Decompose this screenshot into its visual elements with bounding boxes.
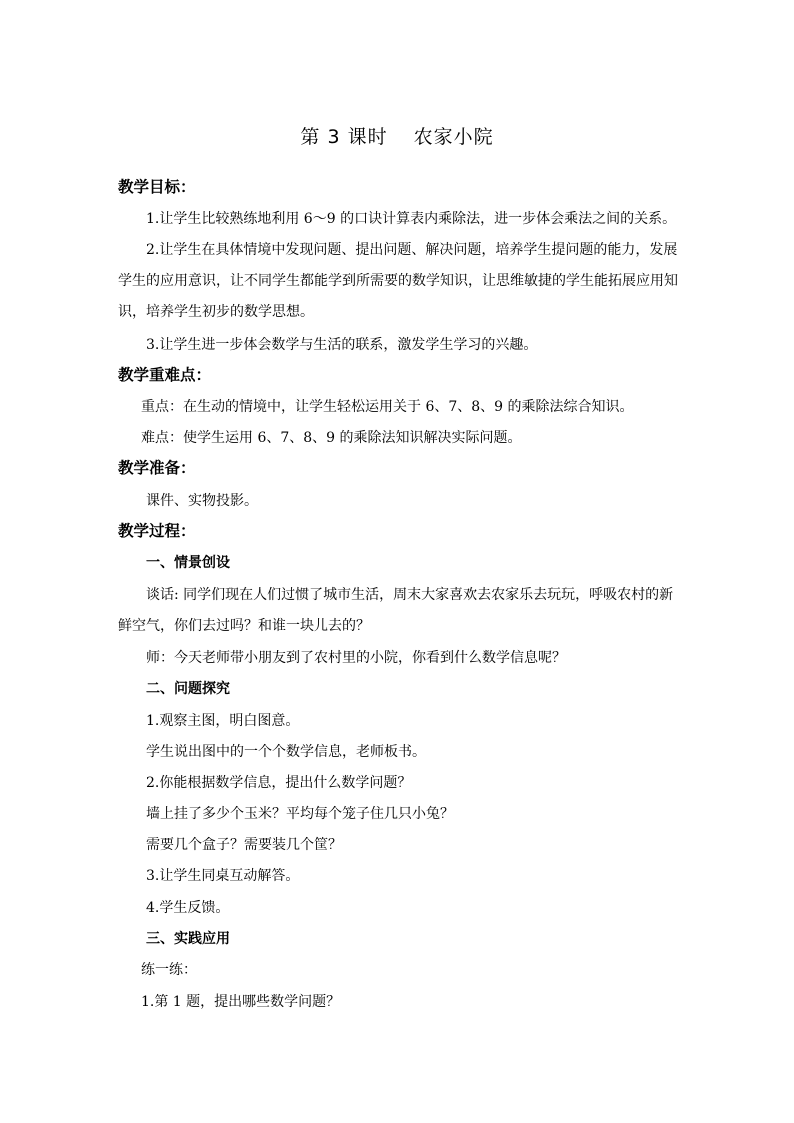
section-2-title: 二、问题探究 bbox=[146, 681, 230, 697]
lesson-number: 第 3 课时 bbox=[300, 126, 388, 148]
section-2-step-4: 4.学生反馈。 bbox=[146, 900, 230, 916]
objective-item-3: 3.让学生进一步体会数学与生活的联系，激发学生学习的兴趣。 bbox=[146, 337, 538, 353]
process-heading: 教学过程： bbox=[118, 522, 196, 540]
section-3-practice: 练一练： bbox=[141, 962, 197, 978]
preparation-heading: 教学准备： bbox=[118, 459, 196, 477]
objective-item-2-line-3: 识，培养学生初步的数学思想。 bbox=[118, 304, 314, 320]
section-2-question-1: 墙上挂了多少个玉米？平均每个笼子住几只小兔？ bbox=[146, 806, 454, 822]
section-2-step-1: 1.观察主图，明白图意。 bbox=[146, 713, 300, 729]
objectives-heading: 教学目标： bbox=[118, 178, 196, 196]
section-2-step-1-detail: 学生说出图中的一个个数学信息，老师板书。 bbox=[146, 744, 426, 760]
key-point-difficulty: 难点：使学生运用 6、7、8、9 的乘除法知识解决实际问题。 bbox=[141, 430, 522, 446]
section-2-step-3: 3.让学生同桌互动解答。 bbox=[146, 868, 300, 884]
page-title bbox=[0, 122, 794, 149]
section-2-step-2: 2.你能根据数学信息，提出什么数学问题？ bbox=[146, 775, 412, 791]
section-2-question-2: 需要几个盒子？需要装几个筐？ bbox=[146, 837, 342, 853]
key-point-focus: 重点：在生动的情境中，让学生轻松运用关于 6、7、8、9 的乘除法综合知识。 bbox=[141, 399, 634, 415]
section-1-teacher: 师：今天老师带小朋友到了农村里的小院，你看到什么数学信息呢？ bbox=[146, 650, 566, 666]
objective-item-1: 1.让学生比较熟练地利用 6～9 的口诀计算表内乘除法，进一步体会乘法之间的关系。 bbox=[146, 211, 677, 227]
objective-item-2-line-2: 学生的应用意识，让不同学生都能学到所需要的数学知识，让思维敏捷的学生能拓展应用知 bbox=[118, 273, 678, 289]
section-1-talk-line-1: 谈话: 同学们现在人们过惯了城市生活，周末大家喜欢去农家乐去玩玩，呼吸农村的新 bbox=[146, 587, 674, 603]
preparation-content: 课件、实物投影。 bbox=[146, 493, 258, 509]
lesson-name: 农家小院 bbox=[413, 126, 494, 148]
objective-item-2-line-1: 2.让学生在具体情境中发现问题、提出问题、解决问题，培养学生提问题的能力，发展 bbox=[146, 242, 678, 258]
section-1-talk-line-2: 鲜空气，你们去过吗？和谁一块儿去的？ bbox=[118, 618, 370, 634]
section-1-title: 一、情景创设 bbox=[146, 555, 230, 571]
section-3-title: 三、实践应用 bbox=[146, 931, 230, 947]
section-3-item-1: 1.第 1 题，提出哪些数学问题？ bbox=[141, 994, 341, 1010]
key-points-heading: 教学重难点： bbox=[118, 366, 212, 384]
